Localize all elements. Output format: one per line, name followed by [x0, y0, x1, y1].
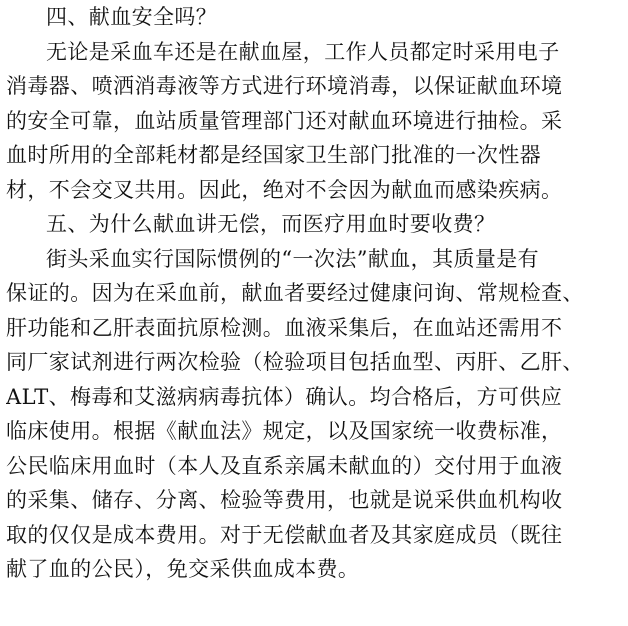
- paragraph-line: 同厂家试剂进行两次检验（检验项目包括血型、丙肝、乙肝、: [6, 350, 584, 374]
- paragraph-line: 消毒器、喷洒消毒液等方式进行环境消毒，以保证献血环境: [6, 74, 563, 98]
- paragraph-line: 无论是采血车还是在献血屋，工作人员都定时采用电子: [46, 39, 560, 64]
- section-heading-5: 五、为什么献血讲无偿，而医疗用血时要收费？: [46, 212, 496, 236]
- paragraph-line: 献了血的公民），免交采供血成本费。: [6, 557, 360, 581]
- paragraph-line: 材，不会交叉共用。因此，绝对不会因为献血而感染疾病。: [6, 177, 563, 202]
- paragraph-line: ALT、梅毒和艾滋病病毒抗体）确认。均合格后，方可供应: [6, 384, 563, 409]
- paragraph-line: 取的仅仅是成本费用。对于无偿献血者及其家庭成员（既往: [6, 522, 563, 547]
- paragraph-line: 街头采血实行国际惯例的“一次法”献血，其质量是有: [46, 246, 540, 271]
- paragraph-line: 临床使用。根据《献血法》规定，以及国家统一收费标准，: [6, 419, 563, 443]
- paragraph-line: 的采集、储存、分离、检验等费用，也就是说采供血机构收: [6, 488, 563, 512]
- paragraph-line: 公民临床用血时（本人及直系亲属未献血的）交付用于血液: [6, 453, 563, 478]
- paragraph-line: 血时所用的全部耗材都是经国家卫生部门批准的一次性器: [6, 143, 541, 167]
- paragraph-line: 肝功能和乙肝表面抗原检测。血液采集后，在血站还需用不: [6, 315, 563, 340]
- paragraph-line: 保证的。因为在采血前，献血者要经过健康问询、常规检查、: [6, 281, 584, 305]
- section-heading-4: 四、献血安全吗？: [46, 5, 218, 29]
- paragraph-line: 的安全可靠，血站质量管理部门还对献血环境进行抽检。采: [6, 108, 563, 133]
